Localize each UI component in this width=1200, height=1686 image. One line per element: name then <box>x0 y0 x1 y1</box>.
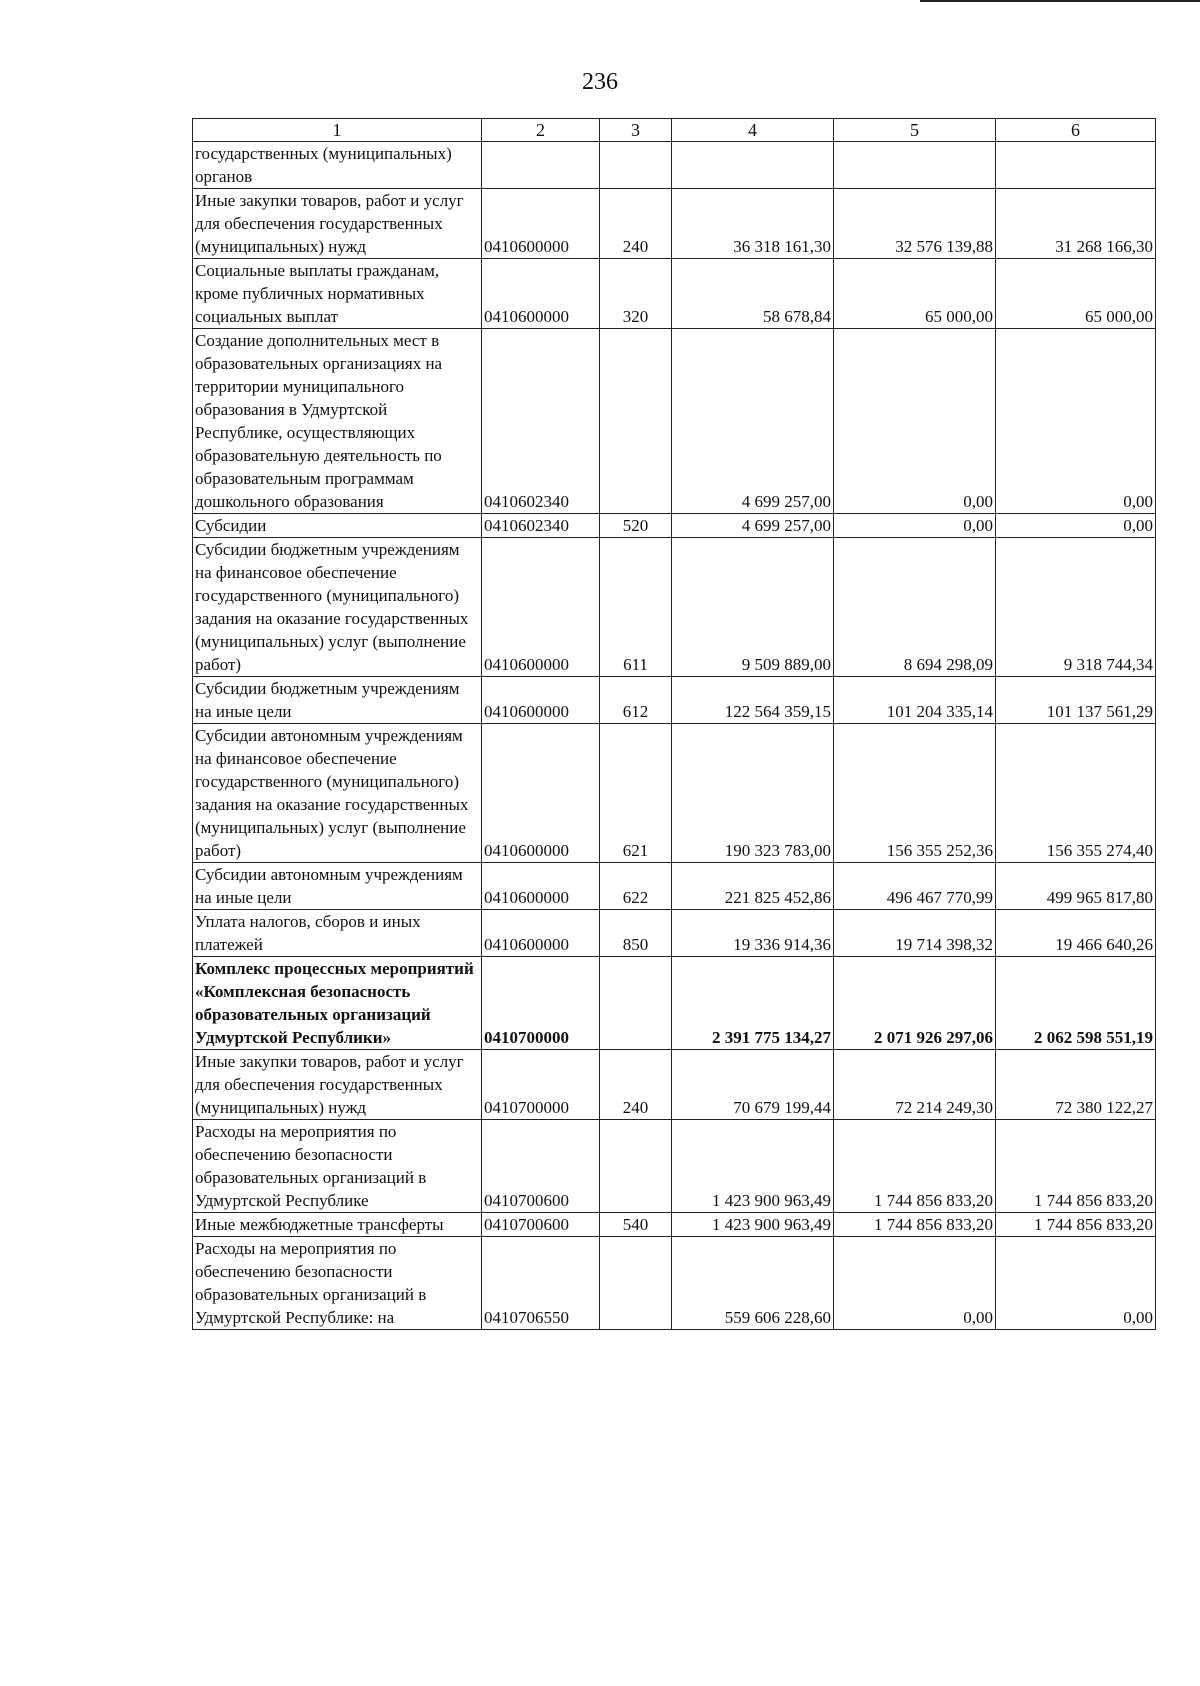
cell-expense-type: 611 <box>600 538 672 677</box>
cell-amount-col4 <box>672 142 834 189</box>
cell-amount-col4: 221 825 452,86 <box>672 863 834 910</box>
cell-name: Субсидии бюджетным учреждениям на финансовое обеспечение государственного (муниципального) задания на оказание государственных (муниципальных) услуг (выполнение работ) <box>193 538 482 677</box>
cell-amount-col4: 559 606 228,60 <box>672 1237 834 1330</box>
cell-amount-col5: 0,00 <box>834 329 996 514</box>
cell-name: Создание дополнительных мест в образовательных организациях на территории муниципального образования в Удмуртской Республике, осуществляющих образовательную деятельность по образовательным программам дошкольного образования <box>193 329 482 514</box>
header-col-4: 4 <box>672 119 834 142</box>
cell-expense-type: 622 <box>600 863 672 910</box>
cell-amount-col6: 1 744 856 833,20 <box>996 1120 1156 1213</box>
header-col-5: 5 <box>834 119 996 142</box>
cell-code: 0410700000 <box>482 1050 600 1120</box>
cell-amount-col4: 4 699 257,00 <box>672 514 834 538</box>
table-row <box>193 910 1156 957</box>
cell-code: 0410600000 <box>482 538 600 677</box>
cell-name: Иные межбюджетные трансферты <box>193 1213 482 1237</box>
cell-name: Субсидии автономным учреждениям на иные цели <box>193 863 482 910</box>
cell-expense-type: 621 <box>600 724 672 863</box>
cell-amount-col6 <box>996 142 1156 189</box>
cell-name: Расходы на мероприятия по обеспечению безопасности образовательных организаций в Удмуртской Республике <box>193 1120 482 1213</box>
cell-expense-type: 320 <box>600 259 672 329</box>
cell-name: Расходы на мероприятия по обеспечению безопасности образовательных организаций в Удмуртской Республике: на <box>193 1237 482 1330</box>
table-row <box>193 863 1156 910</box>
cell-amount-col5: 72 214 249,30 <box>834 1050 996 1120</box>
cell-amount-col6: 31 268 166,30 <box>996 189 1156 259</box>
cell-amount-col4: 70 679 199,44 <box>672 1050 834 1120</box>
table-row <box>193 1120 1156 1213</box>
cell-expense-type: 240 <box>600 189 672 259</box>
cell-name: государственных (муниципальных) органов <box>193 142 482 189</box>
cell-name: Иные закупки товаров, работ и услуг для обеспечения государственных (муниципальных) нужд <box>193 1050 482 1120</box>
cell-amount-col5: 2 071 926 297,06 <box>834 957 996 1050</box>
page-number: 236 <box>582 69 618 95</box>
table-row <box>193 1237 1156 1330</box>
table-row <box>193 1050 1156 1120</box>
cell-amount-col5: 1 744 856 833,20 <box>834 1120 996 1213</box>
table-row <box>193 514 1156 538</box>
cell-amount-col5: 101 204 335,14 <box>834 677 996 724</box>
table-row <box>193 259 1156 329</box>
cell-amount-col6: 9 318 744,34 <box>996 538 1156 677</box>
table-row <box>193 957 1156 1050</box>
cell-code: 0410706550 <box>482 1237 600 1330</box>
cell-amount-col6: 2 062 598 551,19 <box>996 957 1156 1050</box>
cell-amount-col5 <box>834 142 996 189</box>
cell-expense-type: 540 <box>600 1213 672 1237</box>
cell-code: 0410600000 <box>482 724 600 863</box>
cell-amount-col6: 19 466 640,26 <box>996 910 1156 957</box>
table-row <box>193 329 1156 514</box>
cell-name: Иные закупки товаров, работ и услуг для обеспечения государственных (муниципальных) нужд <box>193 189 482 259</box>
cell-amount-col4: 9 509 889,00 <box>672 538 834 677</box>
header-col-1: 1 <box>193 119 482 142</box>
header-col-6: 6 <box>996 119 1156 142</box>
cell-amount-col4: 2 391 775 134,27 <box>672 957 834 1050</box>
cell-code: 0410602340 <box>482 329 600 514</box>
cell-code: 0410600000 <box>482 863 600 910</box>
cell-amount-col6: 72 380 122,27 <box>996 1050 1156 1120</box>
cell-code <box>482 142 600 189</box>
table-row <box>193 189 1156 259</box>
cell-amount-col4: 1 423 900 963,49 <box>672 1213 834 1237</box>
cell-expense-type: 240 <box>600 1050 672 1120</box>
table-row <box>193 142 1156 189</box>
cell-code: 0410700600 <box>482 1120 600 1213</box>
cell-code: 0410600000 <box>482 910 600 957</box>
cell-name: Субсидии автономным учреждениям на финансовое обеспечение государственного (муниципального) задания на оказание государственных (муниципальных) услуг (выполнение работ) <box>193 724 482 863</box>
cell-amount-col6: 499 965 817,80 <box>996 863 1156 910</box>
cell-code: 0410600000 <box>482 189 600 259</box>
cell-expense-type <box>600 329 672 514</box>
cell-amount-col6: 65 000,00 <box>996 259 1156 329</box>
cell-amount-col5: 8 694 298,09 <box>834 538 996 677</box>
cell-amount-col6: 0,00 <box>996 329 1156 514</box>
cell-amount-col5: 156 355 252,36 <box>834 724 996 863</box>
cell-amount-col5: 496 467 770,99 <box>834 863 996 910</box>
table-header-row <box>193 119 1156 142</box>
cell-name: Субсидии бюджетным учреждениям на иные цели <box>193 677 482 724</box>
cell-amount-col4: 19 336 914,36 <box>672 910 834 957</box>
budget-table <box>192 118 1156 1330</box>
table-row <box>193 677 1156 724</box>
cell-amount-col4: 1 423 900 963,49 <box>672 1120 834 1213</box>
table-row <box>193 724 1156 863</box>
cell-expense-type: 612 <box>600 677 672 724</box>
cell-expense-type <box>600 1237 672 1330</box>
cell-amount-col4: 4 699 257,00 <box>672 329 834 514</box>
cell-expense-type: 850 <box>600 910 672 957</box>
cell-name: Уплата налогов, сборов и иных платежей <box>193 910 482 957</box>
cell-amount-col4: 58 678,84 <box>672 259 834 329</box>
cell-amount-col6: 0,00 <box>996 1237 1156 1330</box>
cell-expense-type <box>600 142 672 189</box>
cell-code: 0410600000 <box>482 259 600 329</box>
cell-amount-col5: 65 000,00 <box>834 259 996 329</box>
cell-expense-type <box>600 1120 672 1213</box>
cell-amount-col5: 1 744 856 833,20 <box>834 1213 996 1237</box>
cell-amount-col5: 32 576 139,88 <box>834 189 996 259</box>
table-body <box>193 142 1156 1330</box>
cell-amount-col6: 156 355 274,40 <box>996 724 1156 863</box>
cell-amount-col5: 19 714 398,32 <box>834 910 996 957</box>
header-col-2: 2 <box>482 119 600 142</box>
cell-name: Комплекс процессных мероприятий «Комплексная безопасность образовательных организаций Удмуртской Республики» <box>193 957 482 1050</box>
cell-amount-col5: 0,00 <box>834 514 996 538</box>
cell-amount-col6: 1 744 856 833,20 <box>996 1213 1156 1237</box>
cell-name: Социальные выплаты гражданам, кроме публичных нормативных социальных выплат <box>193 259 482 329</box>
cell-amount-col4: 36 318 161,30 <box>672 189 834 259</box>
cell-expense-type: 520 <box>600 514 672 538</box>
cell-code: 0410700000 <box>482 957 600 1050</box>
table-row <box>193 538 1156 677</box>
cell-amount-col5: 0,00 <box>834 1237 996 1330</box>
cell-amount-col6: 0,00 <box>996 514 1156 538</box>
cell-amount-col4: 122 564 359,15 <box>672 677 834 724</box>
cell-code: 0410700600 <box>482 1213 600 1237</box>
cell-name: Субсидии <box>193 514 482 538</box>
header-col-3: 3 <box>600 119 672 142</box>
cell-code: 0410600000 <box>482 677 600 724</box>
cell-amount-col6: 101 137 561,29 <box>996 677 1156 724</box>
cell-code: 0410602340 <box>482 514 600 538</box>
table-row <box>193 1213 1156 1237</box>
cell-amount-col4: 190 323 783,00 <box>672 724 834 863</box>
cell-expense-type <box>600 957 672 1050</box>
top-rule <box>920 0 1200 2</box>
